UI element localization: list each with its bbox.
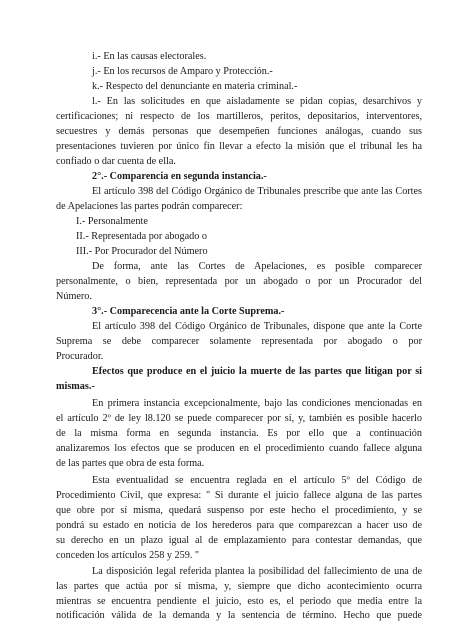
paragraph-line: de la misma forma en segunda instancia. Es por ello que a continuación (56, 428, 422, 439)
paragraph-line: Procurador. (56, 351, 104, 362)
section-heading: Efectos que produce en el juicio la muerte de las partes que litigan por si (92, 366, 422, 377)
paragraph-line: analizaremos los efectos que se producen en el procedimiento cuando fallece alguna (56, 443, 422, 454)
section-heading: 3°.- Comparecencia ante la Corte Suprema.- (92, 306, 285, 317)
paragraph-line: las partes que actúa por sí misma, y, siempre que dicho acontecimiento ocurra (56, 581, 422, 592)
paragraph-line: confiado o dar cuenta de ella. (56, 156, 176, 167)
paragraph-line: En primera instancia excepcionalmente, bajo las condiciones mencionadas en (92, 398, 422, 409)
paragraph-line: Procedimiento Civil, que expresa: " Si durante el juicio fallece alguna de las partes (56, 490, 422, 501)
paragraph-line: el artículo 2º de ley l8.120 se puede comparecer por sí, y, también es posible hacerlo (56, 413, 422, 424)
paragraph-line: Esta eventualidad se encuentra reglada en el artículo 5º del Código de (92, 475, 422, 486)
paragraph-line: mientras se encuentra pendiente el juicio, esto es, el periodo que media entre la (56, 596, 422, 607)
paragraph-line: que obre por sí misma, quedará suspenso por este hecho el procedimiento, y se (56, 505, 422, 516)
paragraph-line: Suprema se debe comparecer solamente representada por abogado o por (56, 336, 422, 347)
list-item: I.- Personalmente (76, 216, 148, 227)
list-item-j: j.- En los recursos de Amparo y Protección.- (92, 66, 273, 77)
paragraph-line: personalmente, o bien, representada por un abogado o por un Procurador del (56, 276, 422, 287)
section-heading: mismas.- (56, 381, 95, 392)
paragraph-line: La disposición legal referida plantea la posibilidad del fallecimiento de una de (92, 566, 422, 577)
list-item-i: i.- En las causas electorales. (92, 51, 207, 62)
paragraph-line: secuestres y demás personas que desempeñen funciones análogas, cuando sus (56, 126, 422, 137)
paragraph-line: presentaciones tuvieren por único fin llevar a efecto la misión que el tribunal les ha (56, 141, 422, 152)
paragraph-line: El artículo 398 del Código Orgánico de Tribunales, dispone que ante la Corte (92, 321, 422, 332)
paragraph-line: l.- En las solicitudes en que aisladamente se pidan copias, desarchivos y (92, 96, 422, 107)
paragraph-line: notificación válida de la demanda y la sentencia de término. Hecho que puede (56, 610, 422, 621)
paragraph-line: El artículo 398 del Código Orgánico de Tribunales prescribe que ante las Cortes (92, 186, 422, 197)
list-item: II.- Representada por abogado o (76, 231, 207, 242)
list-item: III.- Por Procurador del Número (76, 246, 208, 257)
paragraph-line: de Apelaciones las partes podrán comparecer: (56, 201, 243, 212)
paragraph-line: su derecho en un plazo igual al de emplazamiento para contestar demandas, que (56, 535, 422, 546)
section-heading: 2°.- Comparencia en segunda instancia.- (92, 171, 267, 182)
paragraph-line: Número. (56, 291, 92, 302)
paragraph-line: certificaciones; ni respecto de los martilleros, peritos, depositarios, interventores, (56, 111, 422, 122)
list-item-k: k.- Respecto del denunciante en materia criminal.- (92, 81, 298, 92)
paragraph-line: pondrá su estado en noticia de los herederos para que comparezcan a hacer uso de (56, 520, 422, 531)
paragraph-line: de las partes que obra de esta forma. (56, 458, 205, 469)
paragraph-line: De forma, ante las Cortes de Apelaciones, es posible comparecer (92, 261, 422, 272)
paragraph-line: conceden los artículos 258 y 259. " (56, 550, 200, 561)
